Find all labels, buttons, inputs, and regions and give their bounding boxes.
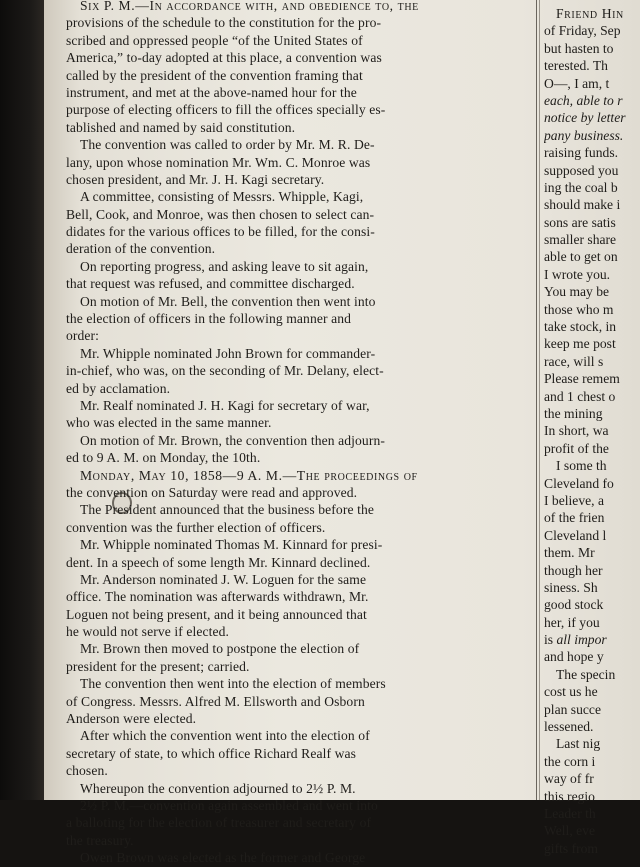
text-line: Mr. Anderson nominated J. W. Loguen for the same (80, 571, 367, 587)
text-line: chosen. (66, 763, 108, 779)
text-line: the corn i (544, 753, 596, 769)
text-line: of Congress. Messrs. Alfred M. Ellsworth and Osborn (66, 693, 365, 709)
text-line: notice by letter (544, 110, 626, 126)
column-rule (539, 0, 540, 800)
article-column-left (66, 0, 534, 866)
text-line: The specin (556, 666, 616, 682)
text-line (66, 0, 534, 14)
binding-edge (0, 0, 44, 800)
text-line: Loguen not being present, and it being announced that (66, 606, 367, 622)
text-line: office. The nomination was afterwards withdrawn, Mr. (66, 589, 369, 605)
text-line: of Friday, Sep (544, 23, 621, 39)
text-line: president for the present; carried. (66, 658, 250, 674)
text-line: the mining (544, 405, 603, 421)
text-line: chosen president, and Mr. J. H. Kagi secretary. (66, 171, 325, 187)
column-rule (536, 0, 537, 800)
text-line: way of fr (544, 771, 594, 787)
text-line: On reporting progress, and asking leave to sit again, (80, 258, 369, 274)
text-line: though her (544, 562, 603, 578)
text-line: On motion of Mr. Bell, the convention then went into (80, 293, 376, 309)
text-line: You may be (544, 284, 610, 300)
text-line (544, 5, 640, 22)
text-line: ed to 9 A. M. on Monday, the 10th. (66, 450, 261, 466)
text-line: Last nig (556, 736, 601, 752)
text-line: The President announced that the business before the (80, 502, 374, 518)
text-line: Please remem (544, 371, 620, 387)
text-line: able to get on (544, 249, 618, 265)
text-line-lead: Monday, May 10, 1858—9 A. M.—The proceedings of (80, 467, 418, 483)
text-line: he would not serve if elected. (66, 624, 230, 640)
text-line: I some th (556, 458, 607, 474)
text-line: supposed you (544, 162, 619, 178)
text-line: deration of the convention. (66, 241, 216, 257)
text-line: terested. Th (544, 58, 608, 74)
text-line: good stock (544, 597, 604, 613)
text-line: the election of officers in the following manner and (66, 311, 352, 327)
text-line: convention was the further election of officers. (66, 519, 326, 535)
text-line: sons are satis (544, 214, 616, 230)
text-line: keep me post (544, 336, 616, 352)
text-line: the treasury. (66, 832, 134, 848)
text-line-lead: Friend Hin (556, 6, 624, 21)
article-column-right (544, 5, 640, 856)
text-line: Leader th (544, 805, 596, 821)
text-line: cost us he (544, 684, 598, 700)
text-line: O—, I am, t (544, 75, 610, 91)
text-line: those who m (544, 301, 614, 317)
text-line: each, able to r (544, 92, 623, 108)
text-line: them. Mr (544, 545, 595, 561)
text-line: The convention then went into the election of members (80, 676, 386, 692)
text-line-italic: is all impor (544, 632, 607, 648)
text-line: raising funds. (544, 145, 619, 161)
text-line: lessened. (544, 719, 594, 735)
text-line: Well, eve (544, 823, 595, 839)
text-line: On motion of Mr. Brown, the convention then adjourn- (80, 432, 385, 448)
text-line: Anderson were elected. (66, 711, 197, 727)
text-line: Cleveland fo (544, 475, 614, 491)
text-line: 2½ P. M.—convention again assembled and went into (80, 797, 378, 813)
text-line: provisions of the schedule to the constitution for the pro- (66, 15, 382, 31)
text-line: take stock, in (544, 319, 617, 335)
text-line: purpose of electing officers to fill the offices specially es- (66, 102, 386, 118)
text-line: profit of the (544, 440, 609, 456)
text-line: a balloting for the election of treasurer and secretary of (66, 815, 372, 831)
text-line: I believe, a (544, 492, 605, 508)
text-line: the convention on Saturday were read and approved. (66, 484, 358, 500)
text-line: who was elected in the same manner. (66, 415, 272, 431)
text-line: her, if you (544, 614, 600, 630)
text-line: ed by acclamation. (66, 380, 171, 396)
text-line: Bell, Cook, and Monroe, was then chosen to select can- (66, 206, 375, 222)
text-line: of the frien (544, 510, 605, 526)
text-line (66, 467, 534, 484)
text-line: I wrote you. (544, 266, 611, 282)
text-line: America,” to-day adopted at this place, a convention was (66, 50, 382, 66)
text-line: plan succe (544, 701, 601, 717)
text-line: siness. Sh (544, 579, 598, 595)
text-line: in-chief, who was, on the seconding of Mr. Delany, elect- (66, 363, 384, 379)
text-line: order: (66, 328, 100, 344)
text-line: After which the convention went into the election of (80, 728, 370, 744)
text-line: In short, wa (544, 423, 609, 439)
text-line: should make i (544, 197, 621, 213)
text-line: lany, upon whose nomination Mr. Wm. C. Monroe was (66, 154, 371, 170)
text-line: this regio (544, 788, 595, 804)
text-line: Cleveland l (544, 527, 607, 543)
text-line: race, will s (544, 353, 604, 369)
text-line: Mr. Whipple nominated Thomas M. Kinnard for presi- (80, 537, 383, 553)
text-line-lead: Six P. M.—In accordance with, and obedience to, the (80, 0, 419, 13)
text-line (544, 631, 640, 648)
text-line: ing the coal b (544, 179, 618, 195)
text-line: tablished and named by said constitution. (66, 119, 296, 135)
text-line: but hasten to (544, 40, 614, 56)
text-line: A committee, consisting of Messrs. Whipple, Kagi, (80, 189, 364, 205)
text-line: smaller share (544, 232, 617, 248)
text-line: dent. In a speech of some length Mr. Kinnard declined. (66, 554, 371, 570)
text-line: scribed and oppressed people “of the United States of (66, 32, 363, 48)
text-line: The convention was called to order by Mr. M. R. De- (80, 137, 375, 153)
text-line: Mr. Whipple nominated John Brown for commander- (80, 345, 376, 361)
text-line: secretary of state, to which office Richard Realf was (66, 745, 357, 761)
text-line: that request was refused, and committee discharged. (66, 276, 355, 292)
text-line: instrument, and met at the above-named hour for the (66, 84, 357, 100)
text-line: Mr. Realf nominated J. H. Kagi for secretary of war, (80, 397, 370, 413)
text-line: Owen Brown was elected as the former and George (80, 850, 366, 866)
text-line: gifts from (544, 840, 598, 856)
text-line: didates for the various offices to be filled, for the consi- (66, 224, 375, 240)
text-line: pany business. (544, 127, 624, 143)
text-line: and 1 chest o (544, 388, 616, 404)
text-line: and hope y (544, 649, 604, 665)
italic-emphasis: all impor (556, 632, 607, 648)
text-line: Mr. Brown then moved to postpone the election of (80, 641, 360, 657)
text-line: Whereupon the convention adjourned to 2½ P. M. (80, 780, 356, 796)
text-line: called by the president of the convention framing that (66, 67, 363, 83)
